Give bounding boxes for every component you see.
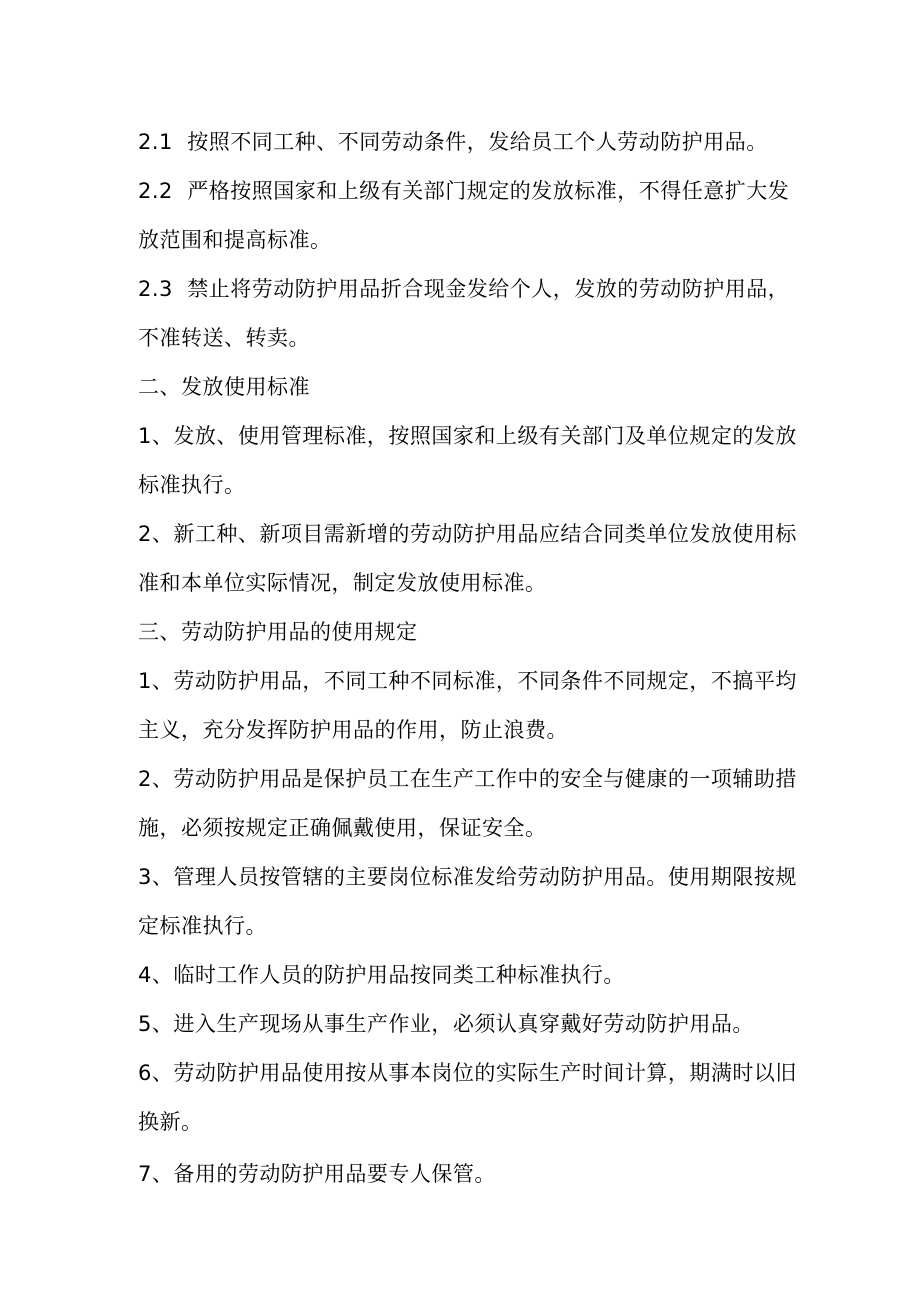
list-item: 1、发放、使用管理标准，按照国家和上级有关部门及单位规定的发放标准执行。 (138, 424, 797, 497)
list-item: 4、临时工作人员的防护用品按同类工种标准执行。 (138, 963, 625, 987)
list-item: 2、新工种、新项目需新增的劳动防护用品应结合同类单位发放使用标准和本单位实际情况，制定发放使用标准。 (138, 522, 797, 595)
paragraph-2-1: 2.1 按照不同工种、不同劳动条件，发给员工个人劳动防护用品。 (138, 130, 768, 154)
section-heading-2: 二、发放使用标准 (138, 375, 310, 399)
section-heading-3: 三、劳动防护用品的使用规定 (138, 620, 418, 644)
paragraph-2-2: 2.2 严格按照国家和上级有关部门规定的发放标准，不得任意扩大发放范围和提高标准。 (138, 179, 790, 252)
list-item: 6、劳动防护用品使用按从事本岗位的实际生产时间计算，期满时以旧换新。 (138, 1061, 797, 1134)
list-item: 1、劳动防护用品，不同工种不同标准，不同条件不同规定，不搞平均主义，充分发挥防护用品的作用，防止浪费。 (138, 669, 797, 742)
list-item: 2、劳动防护用品是保护员工在生产工作中的安全与健康的一项辅助措施，必须按规定正确佩戴使用，保证安全。 (138, 767, 797, 840)
paragraph-2-3: 2.3 禁止将劳动防护用品折合现金发给个人，发放的劳动防护用品，不准转送、转卖。 (138, 277, 790, 350)
list-item: 3、管理人员按管辖的主要岗位标准发给劳动防护用品。使用期限按规定标准执行。 (138, 865, 797, 938)
list-item: 7、备用的劳动防护用品要专人保管。 (138, 1162, 496, 1186)
list-item: 5、进入生产现场从事生产作业，必须认真穿戴好劳动防护用品。 (138, 1012, 754, 1036)
